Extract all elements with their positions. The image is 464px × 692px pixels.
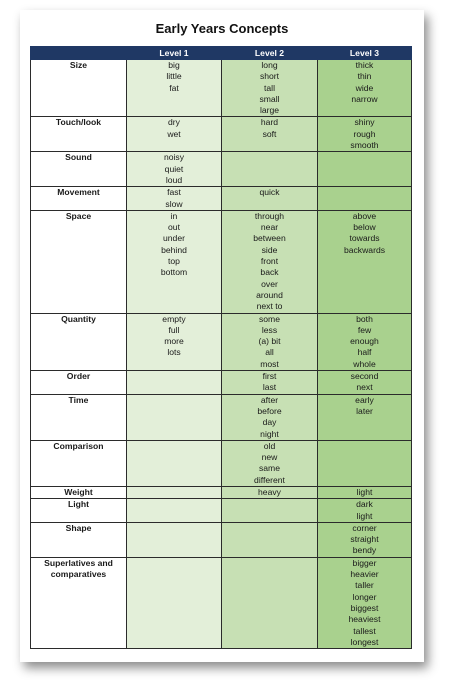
- concept-word: dark: [356, 499, 373, 510]
- document-page: [20, 10, 424, 662]
- concept-word: in: [170, 210, 178, 221]
- concept-word: empty: [162, 313, 186, 324]
- table-row: [31, 210, 412, 313]
- concept-word: long: [261, 60, 278, 70]
- concept-word: straight: [350, 534, 379, 545]
- category-cell: [31, 557, 127, 648]
- category-cell: [31, 313, 127, 370]
- concept-word: tall: [264, 82, 275, 93]
- level-3-cell: [318, 486, 412, 498]
- level-1-cell: [127, 210, 222, 313]
- concept-word: early: [355, 394, 374, 405]
- category-label: comparatives: [50, 569, 107, 580]
- concept-word: different: [254, 474, 285, 485]
- concept-word: large: [259, 105, 280, 116]
- concept-word: smooth: [350, 140, 379, 151]
- level-3-cell: [318, 499, 412, 523]
- concept-word: light: [356, 510, 373, 521]
- concept-word: short: [259, 71, 280, 82]
- concept-word: quick: [259, 187, 280, 198]
- category-cell: [31, 499, 127, 523]
- concept-word: out: [168, 222, 180, 233]
- header-row: [31, 47, 412, 60]
- concept-word: fast: [167, 187, 181, 198]
- concept-word: top: [168, 256, 180, 267]
- level-3-cell: [318, 394, 412, 440]
- concept-word: all: [265, 347, 274, 358]
- level-2-cell: [222, 486, 318, 498]
- concept-word: heavy: [258, 486, 281, 497]
- category-cell: [31, 117, 127, 152]
- concept-word: last: [262, 382, 277, 393]
- category-cell: [31, 522, 127, 557]
- concept-word: small: [259, 93, 280, 104]
- concept-word: backwards: [343, 244, 386, 255]
- level-2-cell: [222, 440, 318, 486]
- header-level-2: Level 2: [222, 47, 318, 60]
- concept-word: under: [163, 233, 185, 244]
- category-cell: [31, 394, 127, 440]
- table-row: [31, 486, 412, 498]
- level-1-cell: [127, 522, 222, 557]
- table-row: [31, 313, 412, 370]
- level-3-cell: [318, 313, 412, 370]
- concept-word: rough: [353, 128, 376, 139]
- level-2-cell: [222, 394, 318, 440]
- level-3-cell: [318, 371, 412, 395]
- concept-word: heaviest: [348, 614, 381, 625]
- concept-word: both: [356, 313, 373, 324]
- concepts-table: [30, 46, 412, 649]
- level-1-cell: [127, 60, 222, 117]
- concept-word: night: [260, 428, 279, 439]
- concept-word: behind: [161, 244, 187, 255]
- concept-word: below: [353, 222, 376, 233]
- concept-word: heavier: [350, 569, 379, 580]
- header-level-3: Level 3: [318, 47, 412, 60]
- category-cell: [31, 371, 127, 395]
- concept-word: big: [168, 60, 180, 70]
- concept-word: bottom: [160, 267, 188, 278]
- concept-word: tallest: [353, 625, 376, 636]
- level-3-cell: [318, 117, 412, 152]
- concept-word: longer: [352, 591, 377, 602]
- category-label: Time: [68, 394, 89, 405]
- level-2-cell: [222, 499, 318, 523]
- concept-word: most: [260, 358, 279, 369]
- level-1-cell: [127, 117, 222, 152]
- concept-word: wide: [355, 82, 374, 93]
- table-row: [31, 522, 412, 557]
- table-row: [31, 371, 412, 395]
- concept-word: (a) bit: [258, 336, 281, 347]
- level-1-cell: [127, 486, 222, 498]
- concept-word: half: [357, 347, 372, 358]
- concept-word: second: [350, 371, 379, 382]
- concept-word: quiet: [164, 163, 184, 174]
- concept-word: slow: [165, 198, 183, 209]
- concept-word: front: [260, 256, 279, 267]
- concept-word: enough: [350, 336, 379, 347]
- concept-word: after: [260, 394, 279, 405]
- level-3-cell: [318, 187, 412, 211]
- concept-word: thin: [357, 71, 372, 82]
- level-3-cell: [318, 522, 412, 557]
- concept-word: little: [166, 71, 182, 82]
- table-row: [31, 394, 412, 440]
- table-row: [31, 117, 412, 152]
- level-1-cell: [127, 394, 222, 440]
- table-row: [31, 152, 412, 187]
- category-cell: [31, 60, 127, 117]
- category-cell: [31, 210, 127, 313]
- level-2-cell: [222, 371, 318, 395]
- concept-word: longest: [350, 636, 379, 647]
- concept-word: next to: [256, 301, 283, 312]
- level-1-cell: [127, 313, 222, 370]
- concept-word: near: [260, 222, 279, 233]
- concept-word: through: [254, 210, 285, 221]
- level-1-cell: [127, 187, 222, 211]
- table-row: [31, 440, 412, 486]
- level-2-cell: [222, 313, 318, 370]
- category-cell: [31, 486, 127, 498]
- concept-word: bigger: [352, 557, 377, 568]
- concept-word: back: [260, 267, 279, 278]
- concept-word: next: [356, 382, 373, 393]
- category-label: Comparison: [53, 440, 104, 451]
- concept-word: narrow: [351, 93, 378, 104]
- concept-word: new: [261, 452, 278, 463]
- level-2-cell: [222, 60, 318, 117]
- concept-word: more: [164, 336, 184, 347]
- concept-word: light: [356, 486, 373, 497]
- concept-word: whole: [353, 358, 376, 369]
- concept-word: less: [261, 324, 278, 335]
- concept-word: side: [261, 244, 278, 255]
- concept-word: between: [253, 233, 286, 244]
- level-3-cell: [318, 152, 412, 187]
- category-label: Shape: [65, 522, 92, 533]
- category-label: Order: [66, 371, 91, 382]
- level-1-cell: [127, 371, 222, 395]
- category-label: Movement: [57, 187, 100, 198]
- concept-word: day: [262, 417, 277, 428]
- concept-word: first: [262, 371, 277, 382]
- level-3-cell: [318, 557, 412, 648]
- concept-word: corner: [352, 522, 377, 533]
- level-2-cell: [222, 152, 318, 187]
- level-1-cell: [127, 557, 222, 648]
- category-label: Light: [68, 499, 89, 510]
- concept-word: fat: [169, 82, 179, 93]
- level-3-cell: [318, 210, 412, 313]
- concept-word: bendy: [352, 545, 377, 556]
- category-label: Weight: [64, 486, 93, 497]
- concept-word: before: [257, 405, 282, 416]
- concept-word: over: [261, 278, 278, 289]
- level-2-cell: [222, 187, 318, 211]
- concept-word: around: [256, 289, 283, 300]
- category-label: Superlatives and: [44, 557, 113, 568]
- concept-word: wet: [167, 128, 181, 139]
- concept-word: few: [357, 324, 372, 335]
- category-label: Touch/look: [55, 117, 102, 128]
- concept-word: soft: [262, 128, 277, 139]
- level-2-cell: [222, 210, 318, 313]
- header-category: [31, 47, 127, 60]
- concept-word: above: [352, 210, 377, 221]
- concept-word: towards: [349, 233, 380, 244]
- category-label: Space: [65, 210, 92, 221]
- concept-word: shiny: [354, 117, 375, 128]
- concept-word: biggest: [350, 602, 379, 613]
- concept-word: lots: [167, 347, 181, 358]
- level-3-cell: [318, 440, 412, 486]
- table-row: [31, 60, 412, 117]
- concept-word: loud: [165, 174, 183, 185]
- level-1-cell: [127, 440, 222, 486]
- level-2-cell: [222, 117, 318, 152]
- category-label: Quantity: [61, 313, 96, 324]
- header-level-1: Level 1: [127, 47, 222, 60]
- category-cell: [31, 187, 127, 211]
- level-2-cell: [222, 557, 318, 648]
- concept-word: old: [263, 440, 276, 451]
- concept-word: same: [258, 463, 280, 474]
- page-title: Early Years Concepts: [155, 21, 289, 36]
- table-row: [31, 557, 412, 648]
- level-3-cell: [318, 60, 412, 117]
- concept-word: dry: [168, 117, 180, 128]
- concept-word: later: [356, 405, 373, 416]
- concept-word: thick: [355, 60, 374, 70]
- category-cell: [31, 152, 127, 187]
- concept-word: taller: [355, 580, 374, 591]
- category-label: Size: [69, 60, 88, 70]
- level-1-cell: [127, 152, 222, 187]
- level-2-cell: [222, 522, 318, 557]
- concept-word: some: [258, 313, 280, 324]
- concept-word: full: [168, 324, 180, 335]
- concept-word: noisy: [163, 152, 185, 163]
- concept-word: hard: [260, 117, 279, 128]
- table-row: [31, 499, 412, 523]
- level-1-cell: [127, 499, 222, 523]
- category-cell: [31, 440, 127, 486]
- category-label: Sound: [65, 152, 92, 163]
- table-row: [31, 187, 412, 211]
